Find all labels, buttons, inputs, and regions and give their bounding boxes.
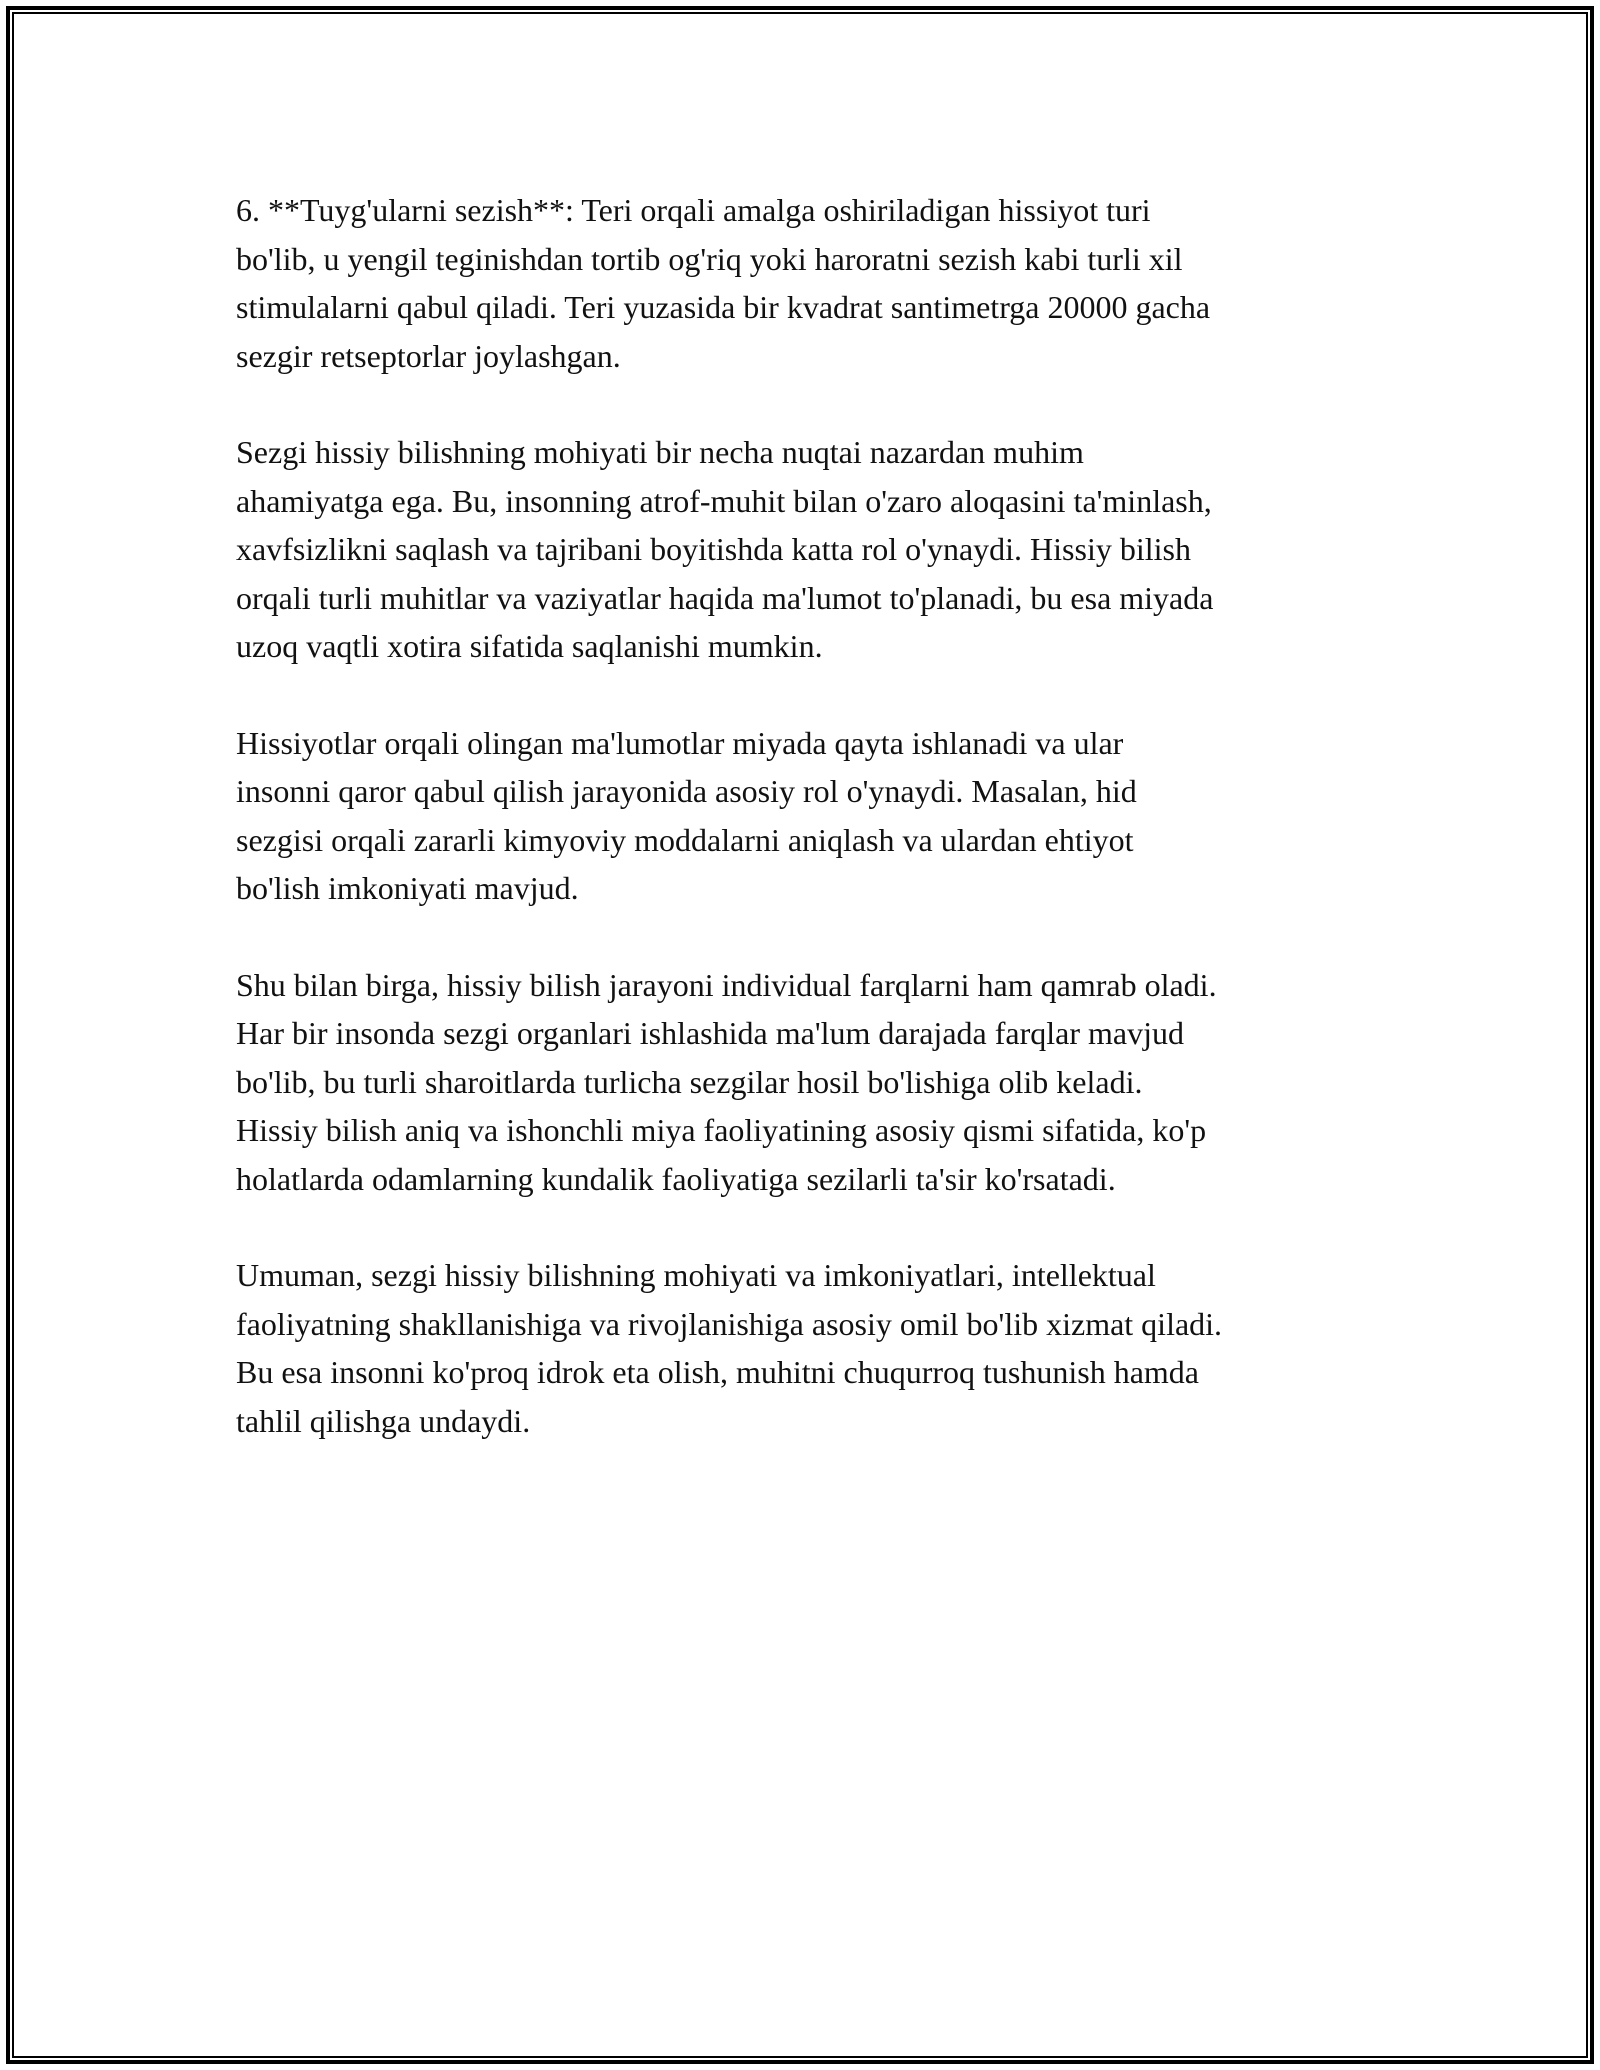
text-line: uzoq vaqtli xotira sifatida saqlanishi mumkin. (236, 628, 823, 664)
paragraph-individual-differences (236, 961, 1372, 1204)
text-line: Sezgi hissiy bilishning mohiyati bir necha nuqtai nazardan muhim (236, 434, 1084, 470)
text-line: 6. **Tuyg'ularni sezish**: Teri orqali amalga oshiriladigan hissiyot turi (236, 192, 1151, 228)
text-line: Umuman, sezgi hissiy bilishning mohiyati va imkoniyatlari, intellektual (236, 1257, 1156, 1293)
text-line: ahamiyatga ega. Bu, insonning atrof-muhit bilan o'zaro aloqasini ta'minlash, (236, 482, 1212, 519)
paragraph-tactile-sensation (236, 186, 1372, 380)
text-line: stimulalarni qabul qiladi. Teri yuzasida bir kvadrat santimetrga 20000 gacha (236, 289, 1211, 325)
text-line: Shu bilan birga, hissiy bilish jarayoni individual farqlarni ham qamrab oladi. (236, 966, 1217, 1003)
text-line: faoliyatning shakllanishiga va rivojlanishiga asosiy omil bo'lib xizmat qiladi. (236, 1305, 1223, 1342)
text-line: sezgisi orqali zararli kimyoviy moddalarni aniqlash va ulardan ehtiyot (236, 821, 1134, 858)
document-body (236, 186, 1372, 1493)
text-line: orqali turli muhitlar va vaziyatlar haqida ma'lumot to'planadi, bu esa miyada (236, 579, 1214, 616)
text-line: tahlil qilishga undaydi. (236, 1402, 531, 1439)
text-line: sezgir retseptorlar joylashgan. (236, 337, 621, 374)
text-line: bo'lib, u yengil teginishdan tortib og'riq yoki haroratni sezish kabi turli xil (236, 240, 1183, 277)
paragraph-importance (236, 428, 1372, 671)
text-line: bo'lish imkoniyati mavjud. (236, 870, 579, 906)
text-line: bo'lib, bu turli sharoitlarda turlicha sezgilar hosil bo'lishiga olib keladi. (236, 1063, 1143, 1100)
paragraph-conclusion (236, 1251, 1372, 1445)
text-line: Bu esa insonni ko'proq idrok eta olish, muhitni chuqurroq tushunish hamda (236, 1354, 1199, 1390)
text-line: xavfsizlikni saqlash va tajribani boyitishda katta rol o'ynaydi. Hissiy bilish (236, 531, 1191, 567)
text-line: Hissiyotlar orqali olingan ma'lumotlar miyada qayta ishlanadi va ular (236, 724, 1124, 761)
text-line: Har bir insonda sezgi organlari ishlashida ma'lum darajada farqlar mavjud (236, 1015, 1184, 1051)
paragraph-information-processing (236, 719, 1372, 913)
text-line: holatlarda odamlarning kundalik faoliyatiga sezilarli ta'sir ko'rsatadi. (236, 1160, 1116, 1197)
text-line: Hissiy bilish aniq va ishonchli miya faoliyatining asosiy qismi sifatida, ko'p (236, 1112, 1207, 1148)
text-line: insonni qaror qabul qilish jarayonida asosiy rol o'ynaydi. Masalan, hid (236, 773, 1137, 809)
